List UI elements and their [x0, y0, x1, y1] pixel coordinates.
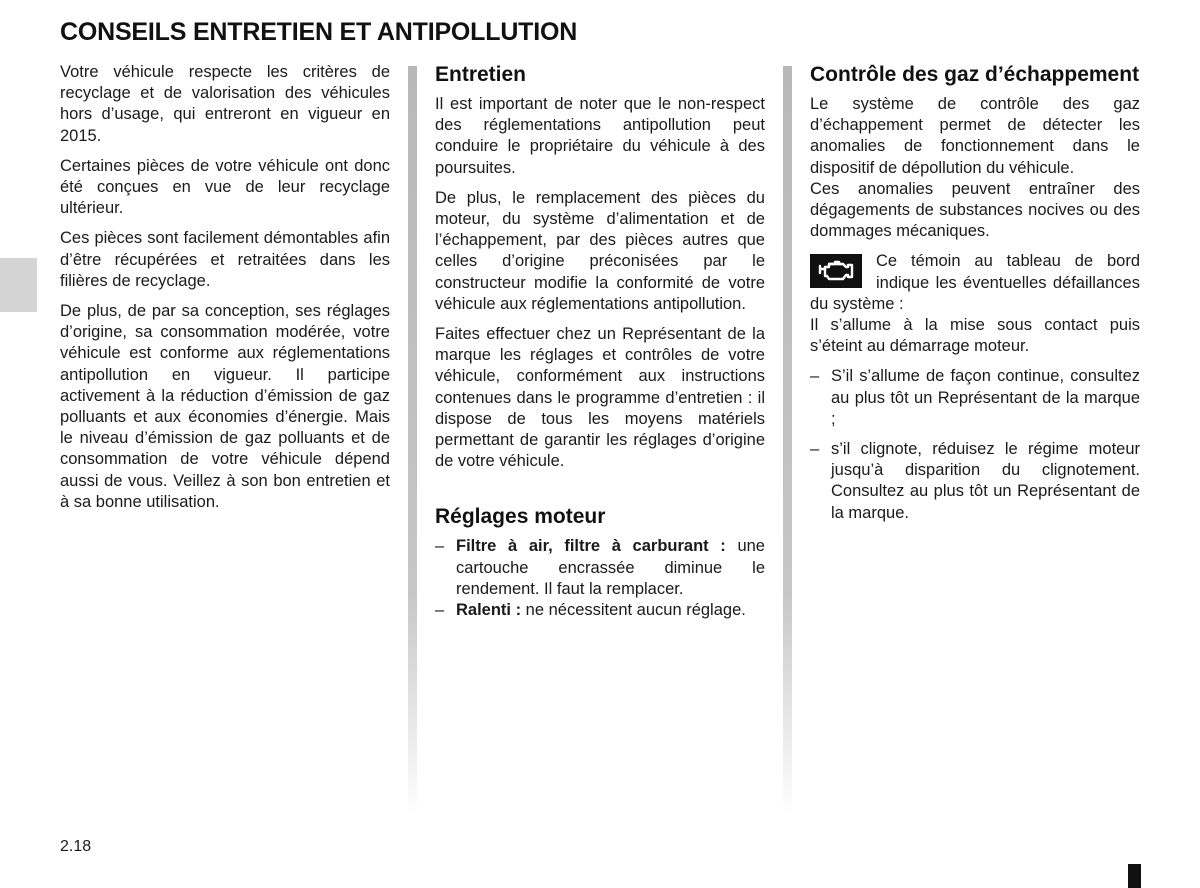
page-edge-marker [1128, 864, 1141, 888]
page-number: 2.18 [60, 838, 92, 855]
chapter-tab [0, 258, 37, 312]
column-divider [408, 66, 417, 816]
section-heading-reglages-moteur: Réglages moteur [435, 505, 606, 529]
paragraph: Certaines pièces de votre véhicule ont donc été conçues en vue de leur recyclage ultérieur. [60, 156, 390, 218]
paragraph: Ces pièces sont facilement démontables afin d’être récupérées et retraitées dans les filières de recyclage. [60, 229, 390, 290]
warning-light-text: Ce témoin au tableau de bord indique les éventuelles défaillances du système : [810, 252, 1140, 313]
list-dash: – [810, 367, 820, 386]
paragraph: Il est important de noter que le non-respect des réglementations antipollution peut conduire le propriétaire du véhicule à des poursuites. [435, 95, 765, 177]
column-recycling [60, 62, 390, 522]
list-item-text: S’il s’allume de façon continue, consultez au plus tôt un Représentant de la marque ; [831, 367, 1140, 428]
list-dash: – [435, 537, 445, 556]
list-item-text: ne nécessitent aucun réglage. [521, 601, 746, 620]
list-item [810, 439, 1140, 524]
column-maintenance [435, 62, 765, 630]
paragraph: De plus, le remplacement des pièces du moteur, du système d’alimentation et de l’échappement, par des pièces autres que celles d’origine préconisées par le constructeur modifie la conformité de votre véhicule aux réglementations antipollution. [435, 188, 765, 313]
page-title: CONSEILS ENTRETIEN ET ANTIPOLLUTION [60, 18, 578, 46]
warning-light-block [810, 251, 1140, 315]
list-dash: – [435, 601, 445, 620]
list-item-text: une cartouche encrassée diminue le rendement. Il faut la remplacer. [456, 537, 765, 598]
list-item [435, 536, 765, 600]
engine-warning-icon [810, 254, 862, 288]
section-heading-controle-gaz: Contrôle des gaz d’échappement [810, 63, 1140, 86]
section-heading-entretien: Entretien [435, 63, 527, 86]
paragraph: Le système de contrôle des gaz d’échappement permet de détecter les anomalies de fonctionnement dans le dispositif de dépollution du véhicule. [810, 95, 1140, 177]
paragraph: Il s’allume à la mise sous contact puis s’éteint au démarrage moteur. [810, 316, 1140, 356]
list-item-label: Ralenti : [456, 601, 522, 620]
column-exhaust-control [810, 62, 1140, 533]
column-divider [783, 66, 792, 816]
list-dash: – [810, 440, 820, 459]
list-item-label: Filtre à air, filtre à carburant : [456, 537, 726, 556]
paragraph: Votre véhicule respecte les critères de recyclage et de valorisation des véhicules hors d’usage, qui entreront en vigueur en 2015. [60, 63, 390, 145]
paragraph: De plus, de par sa conception, ses réglages d’origine, sa consommation modérée, votre véhicule est conforme aux réglementations antipollution en vigueur. Il participe activement à la réduction d’émission de gaz polluants et aux économies d’énergie. Mais le niveau d’émission de gaz polluants et de consommation de votre véhicule dépend aussi de vous. Veillez à son bon entretien et à sa bonne utilisation. [60, 302, 390, 511]
warning-behavior-list [810, 366, 1140, 523]
list-item-text: s’il clignote, réduisez le régime moteur jusqu’à disparition du clignotement. Consultez au plus tôt un Représentant de la marque. [831, 440, 1140, 522]
paragraph: Ces anomalies peuvent entraîner des dégagements de substances nocives ou des dommages mécaniques. [810, 179, 1140, 241]
list-item [435, 600, 765, 621]
list-item [810, 366, 1140, 430]
paragraph: Faites effectuer chez un Représentant de la marque les réglages et contrôles de votre véhicule, conformément aux instructions contenues dans le programme d’entretien : il dispose de tous les moyens matériels permettant de garantir les réglages d’origine de votre véhicule. [435, 325, 765, 471]
engine-settings-list [435, 536, 765, 621]
